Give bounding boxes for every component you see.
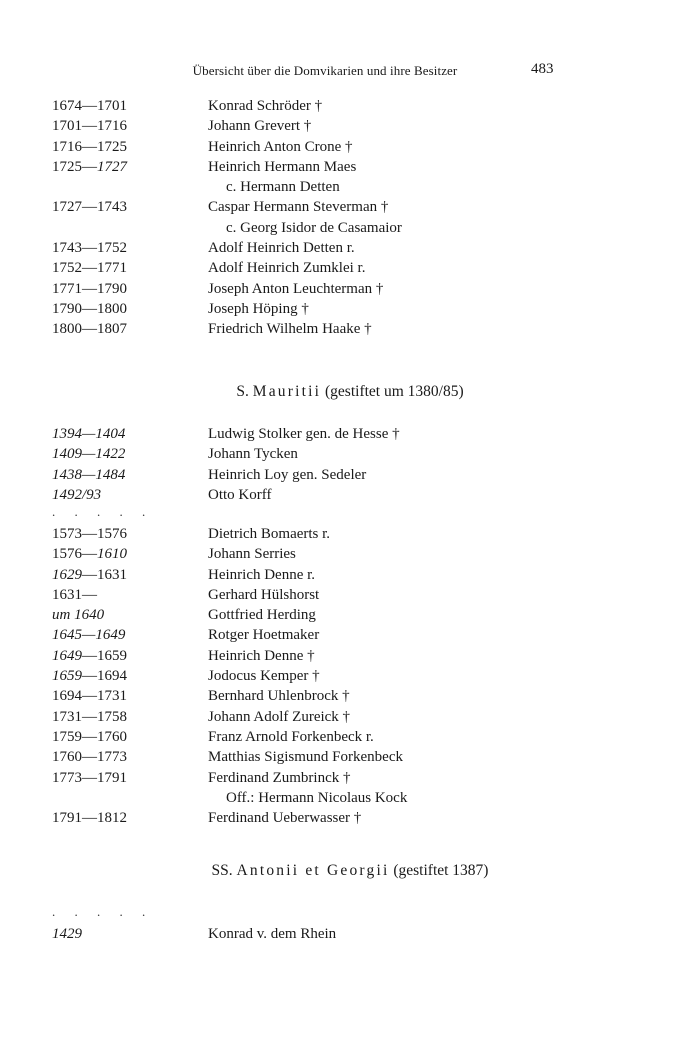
years: um 1640 (52, 607, 105, 624)
page-number: 483 (531, 61, 554, 77)
years: 1576—1610 (52, 546, 127, 563)
years: 1731—1758 (52, 708, 127, 725)
years: 1790—1800 (52, 300, 127, 317)
list-item (0, 485, 700, 505)
vicar-list-antonii-georgii (0, 924, 700, 944)
list-item (0, 747, 700, 767)
section-heading-mauritii: S. Mauritii (gestiftet um 1380/85) (236, 383, 464, 400)
list-item (0, 707, 700, 727)
list-item (0, 238, 700, 258)
list-item (0, 197, 700, 217)
list-item (0, 116, 700, 136)
holder-name: Johann Grevert † (208, 118, 312, 135)
years: 1725—1727 (52, 158, 127, 175)
list-item (0, 258, 700, 278)
holder-name: Ferdinand Ueberwasser † (208, 810, 362, 827)
holder-name: c. Hermann Detten (226, 179, 340, 196)
holder-name: Bernhard Uhlenbrock † (208, 688, 350, 705)
years: 1800—1807 (52, 321, 127, 338)
list-item (0, 585, 700, 605)
years: 1659—1694 (52, 668, 127, 685)
years: 1791—1812 (52, 810, 127, 827)
holder-name: Jodocus Kemper † (208, 668, 320, 685)
holder-name: Off.: Hermann Nicolaus Kock (226, 789, 408, 806)
list-item (0, 666, 700, 686)
list-item (0, 218, 700, 238)
section-heading-antonii-georgii: SS. Antonii et Georgii (gestiftet 1387) (211, 862, 489, 879)
holder-name: Otto Korff (208, 486, 272, 503)
list-item (0, 96, 700, 116)
holder-name: Heinrich Loy gen. Sedeler (208, 466, 367, 483)
holder-name: Heinrich Denne † (208, 647, 315, 664)
years: 1438—1484 (52, 466, 126, 483)
list-item (0, 444, 700, 464)
holder-name: c. Georg Isidor de Casamaior (226, 219, 402, 236)
holder-name: Heinrich Hermann Maes (208, 158, 357, 175)
ellipsis-gap: . . . . . (52, 504, 154, 519)
holder-name: Konrad v. dem Rhein (208, 926, 337, 942)
years: 1743—1752 (52, 240, 127, 257)
years: 1701—1716 (52, 118, 127, 135)
holder-name: Adolf Heinrich Detten r. (208, 240, 355, 257)
holder-name: Ludwig Stolker gen. de Hesse † (208, 426, 400, 442)
years: 1674—1701 (52, 98, 127, 114)
holder-name: Franz Arnold Forkenbeck r. (208, 728, 374, 745)
list-item (0, 565, 700, 585)
holder-name: Gottfried Herding (208, 607, 316, 624)
list-item (0, 524, 700, 544)
years: 1409—1422 (52, 446, 126, 463)
running-title: Übersicht über die Domvikarien und ihre Besitzer (192, 63, 458, 78)
list-item (0, 157, 700, 177)
list-item (0, 808, 700, 828)
ellipsis-gap: . . . . . (52, 904, 154, 919)
holder-name: Johann Serries (208, 546, 296, 563)
holder-name: Gerhard Hülshorst (208, 586, 320, 603)
list-item (0, 605, 700, 625)
list-item (0, 544, 700, 564)
list-item (0, 768, 700, 788)
holder-name: Joseph Anton Leuchterman † (208, 280, 384, 297)
years: 1727—1743 (52, 199, 127, 216)
holder-name: Joseph Höping † (208, 300, 309, 317)
years: 1649—1659 (52, 647, 127, 664)
holder-name: Konrad Schröder † (208, 98, 323, 114)
holder-name: Johann Tycken (208, 446, 298, 463)
years: 1771—1790 (52, 280, 127, 297)
holder-name: Matthias Sigismund Forkenbeck (208, 749, 403, 766)
vicar-list-mauritii-early (0, 424, 700, 505)
years: 1716—1725 (52, 138, 127, 155)
years: 1773—1791 (52, 769, 127, 786)
holder-name: Rotger Hoetmaker (208, 627, 320, 644)
list-item (0, 137, 700, 157)
list-item (0, 465, 700, 485)
vicar-list-mauritii-late (0, 524, 700, 828)
holder-name: Johann Adolf Zureick † (208, 708, 351, 725)
holder-name: Dietrich Bomaerts r. (208, 526, 331, 542)
list-item (0, 299, 700, 319)
years: 1759—1760 (52, 728, 127, 745)
holder-name: Adolf Heinrich Zumklei r. (208, 260, 366, 277)
years: 1645—1649 (52, 627, 126, 644)
years: 1429 (52, 926, 82, 942)
holder-name: Friedrich Wilhelm Haake † (208, 321, 372, 338)
years: 1394—1404 (52, 426, 126, 442)
years: 1573—1576 (52, 526, 127, 542)
list-item (0, 177, 700, 197)
years: 1629—1631 (52, 566, 127, 583)
vicar-list-first (0, 96, 700, 340)
list-item (0, 424, 700, 444)
holder-name: Ferdinand Zumbrinck † (208, 769, 351, 786)
years: 1631— (52, 586, 97, 603)
years: 1752—1771 (52, 260, 127, 277)
holder-name: Caspar Hermann Steverman † (208, 199, 389, 216)
list-item (0, 788, 700, 808)
holder-name: Heinrich Denne r. (208, 566, 316, 583)
years: 1760—1773 (52, 749, 127, 766)
years: 1694—1731 (52, 688, 127, 705)
list-item (0, 686, 700, 706)
list-item (0, 279, 700, 299)
holder-name: Heinrich Anton Crone † (208, 138, 353, 155)
list-item (0, 646, 700, 666)
list-item (0, 727, 700, 747)
list-item (0, 319, 700, 339)
years: 1492/93 (52, 486, 102, 503)
list-item (0, 924, 700, 944)
list-item (0, 625, 700, 645)
